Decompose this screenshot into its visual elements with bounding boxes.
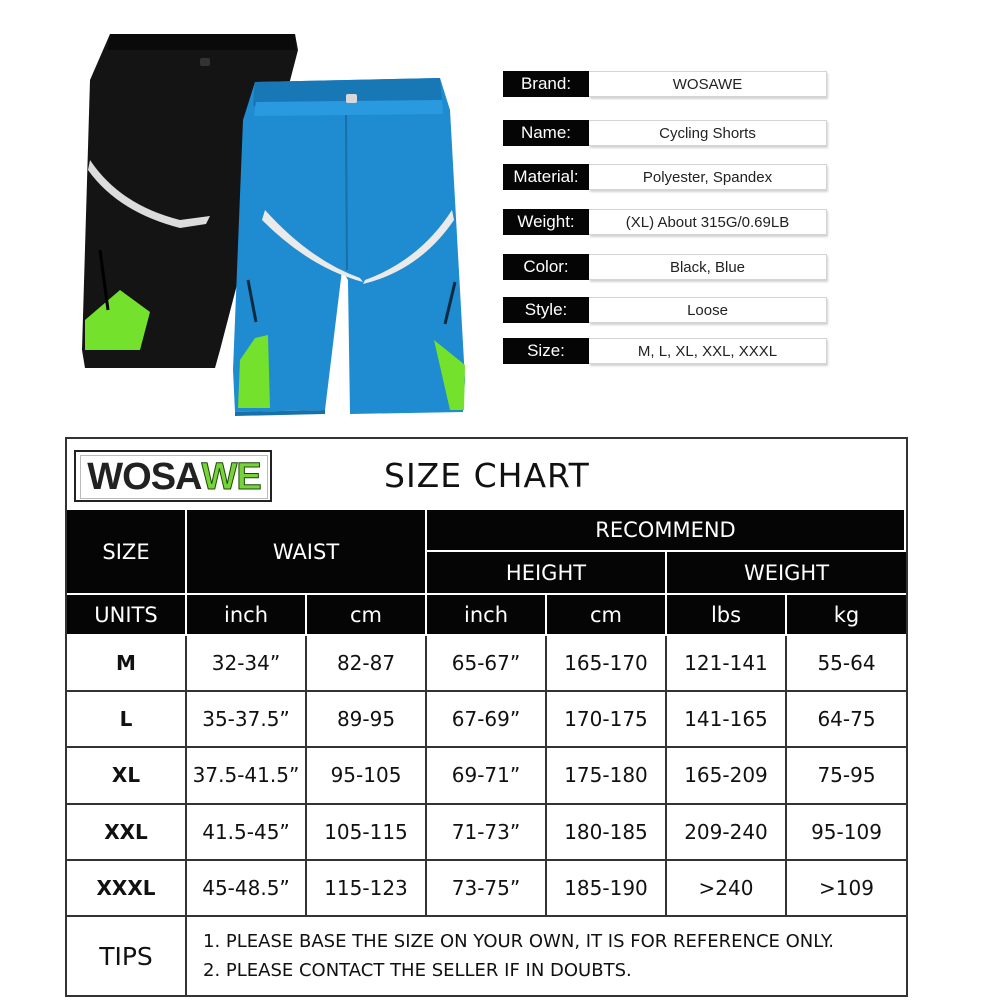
spec-row-style	[503, 297, 827, 323]
spec-label: Material:	[503, 164, 589, 190]
tips-label: TIPS	[67, 917, 187, 995]
cell-size: XXL	[67, 805, 187, 861]
spec-row-weight	[503, 209, 827, 235]
tip-2: 2. PLEASE CONTACT THE SELLER IF IN DOUBTS.	[203, 960, 632, 981]
cell-size: XL	[67, 748, 187, 804]
cell-size: XXXL	[67, 861, 187, 917]
spec-label: Style:	[503, 297, 589, 323]
spec-row-name	[503, 120, 827, 146]
spec-value: Loose	[589, 297, 827, 323]
spec-value: WOSAWE	[589, 71, 827, 97]
cell-size: L	[67, 692, 187, 748]
tip-1: 1. PLEASE BASE THE SIZE ON YOUR OWN, IT IS FOR REFERENCE ONLY.	[203, 931, 834, 952]
logo-part-1: WOSA	[87, 456, 202, 498]
cell-weight-lbs: 209-240	[667, 805, 787, 861]
spec-value: Polyester, Spandex	[589, 164, 827, 190]
brand-logo-text	[80, 455, 268, 499]
spec-label: Color:	[503, 254, 589, 280]
cell-waist-cm: 89-95	[307, 692, 427, 748]
unit-waist-inch: inch	[187, 595, 307, 636]
cell-height-inch: 65-67”	[427, 636, 547, 692]
unit-height-cm: cm	[547, 595, 667, 636]
cell-weight-kg: 75-95	[787, 748, 906, 804]
cell-height-inch: 67-69”	[427, 692, 547, 748]
header-units: UNITS	[67, 595, 187, 636]
unit-waist-cm: cm	[307, 595, 427, 636]
spec-row-brand	[503, 71, 827, 97]
spec-value: (XL) About 315G/0.69LB	[589, 209, 827, 235]
cell-waist-inch: 37.5-41.5”	[187, 748, 307, 804]
brand-logo	[74, 450, 272, 502]
header-recommend: RECOMMEND	[427, 510, 906, 552]
header-waist: WAIST	[187, 510, 427, 595]
tips-text	[203, 927, 903, 985]
spec-label: Weight:	[503, 209, 589, 235]
cell-weight-kg: 95-109	[787, 805, 906, 861]
cell-height-cm: 180-185	[547, 805, 667, 861]
cell-weight-lbs: 121-141	[667, 636, 787, 692]
spec-value: Black, Blue	[589, 254, 827, 280]
cell-weight-lbs: 165-209	[667, 748, 787, 804]
cell-weight-lbs: >240	[667, 861, 787, 917]
cell-height-cm: 185-190	[547, 861, 667, 917]
spec-row-size	[503, 338, 827, 364]
cell-height-inch: 71-73”	[427, 805, 547, 861]
header-height: HEIGHT	[427, 552, 667, 595]
spec-label: Name:	[503, 120, 589, 146]
spec-value: Cycling Shorts	[589, 120, 827, 146]
spec-row-color	[503, 254, 827, 280]
cell-height-cm: 165-170	[547, 636, 667, 692]
spec-row-material	[503, 164, 827, 190]
spec-label: Size:	[503, 338, 589, 364]
header-size: SIZE	[67, 510, 187, 595]
cell-waist-inch: 35-37.5”	[187, 692, 307, 748]
cell-size: M	[67, 636, 187, 692]
spec-value: M, L, XL, XXL, XXXL	[589, 338, 827, 364]
unit-weight-kg: kg	[787, 595, 906, 636]
cell-weight-lbs: 141-165	[667, 692, 787, 748]
cell-weight-kg: 64-75	[787, 692, 906, 748]
chart-title: SIZE CHART	[384, 455, 590, 495]
cell-waist-cm: 95-105	[307, 748, 427, 804]
blue-shorts	[233, 78, 465, 416]
cell-height-cm: 170-175	[547, 692, 667, 748]
cell-height-inch: 73-75”	[427, 861, 547, 917]
cell-waist-cm: 105-115	[307, 805, 427, 861]
cell-weight-kg: >109	[787, 861, 906, 917]
cell-waist-inch: 41.5-45”	[187, 805, 307, 861]
cell-weight-kg: 55-64	[787, 636, 906, 692]
unit-height-inch: inch	[427, 595, 547, 636]
shorts-product-image	[60, 20, 490, 420]
cell-height-inch: 69-71”	[427, 748, 547, 804]
cell-waist-cm: 115-123	[307, 861, 427, 917]
cell-waist-cm: 82-87	[307, 636, 427, 692]
cell-height-cm: 175-180	[547, 748, 667, 804]
spec-label: Brand:	[503, 71, 589, 97]
unit-weight-lbs: lbs	[667, 595, 787, 636]
cell-waist-inch: 45-48.5”	[187, 861, 307, 917]
header-weight: WEIGHT	[667, 552, 906, 595]
logo-part-2: WE	[201, 456, 261, 498]
cell-waist-inch: 32-34”	[187, 636, 307, 692]
